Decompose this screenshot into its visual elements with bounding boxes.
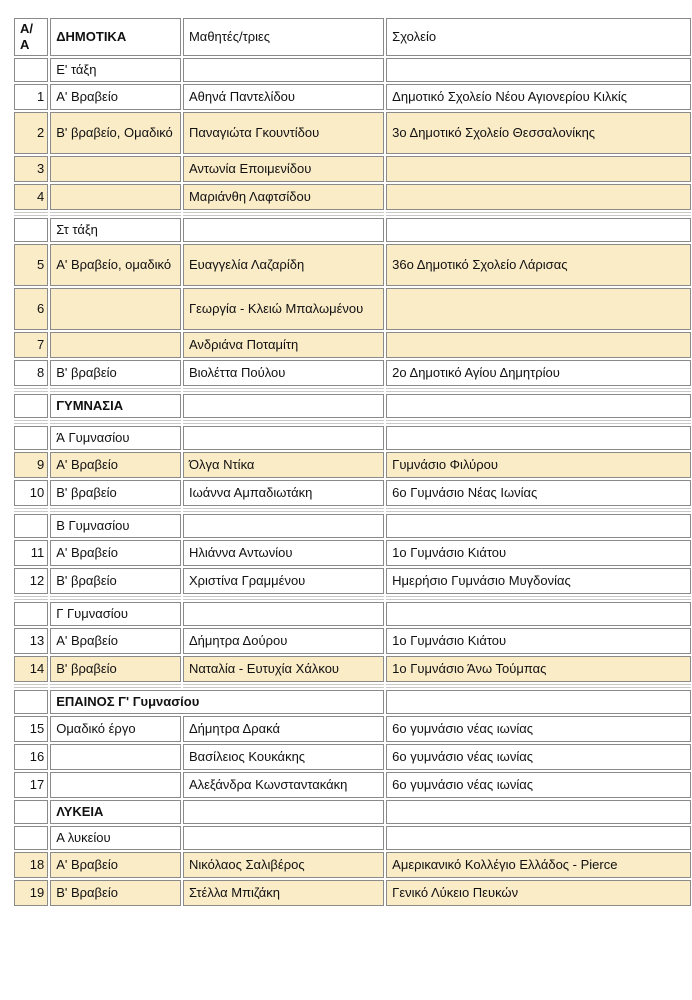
table-row xyxy=(14,568,691,594)
awards-table xyxy=(12,16,692,908)
gap-cell xyxy=(14,388,48,392)
gap-cell xyxy=(50,388,181,392)
student-cell: Ιωάννα Αμπαδιωτάκη xyxy=(183,480,384,506)
row-gap xyxy=(14,508,691,512)
school-cell: 6ο Γυμνάσιο Νέας Ιωνίας xyxy=(386,480,691,506)
table-row xyxy=(14,452,691,478)
award-cell: Β' βραβείο xyxy=(50,656,181,682)
award-cell: Α' Βραβείο xyxy=(50,452,181,478)
header-category: ΔΗΜΟΤΙΚΑ xyxy=(50,18,181,56)
table-row xyxy=(14,332,691,358)
school-cell: 6ο γυμνάσιο νέας ιωνίας xyxy=(386,744,691,770)
gap-cell xyxy=(386,420,691,424)
school-cell: Δημοτικό Σχολείο Νέου Αγιονερίου Κιλκίς xyxy=(386,84,691,110)
school-cell: Γενικό Λύκειο Πευκών xyxy=(386,880,691,906)
empty-cell xyxy=(14,800,48,824)
school-cell: 6ο γυμνάσιο νέας ιωνίας xyxy=(386,716,691,742)
school-cell: 1ο Γυμνάσιο Κιάτου xyxy=(386,540,691,566)
header-students: Μαθητές/τριες xyxy=(183,18,384,56)
gap-cell xyxy=(14,508,48,512)
award-cell xyxy=(50,184,181,210)
student-cell: Ευαγγελία Λαζαρίδη xyxy=(183,244,384,286)
school-cell: Αμερικανικό Κολλέγιο Ελλάδος - Pierce xyxy=(386,852,691,878)
empty-cell xyxy=(14,602,48,626)
gap-cell xyxy=(50,420,181,424)
row-number: 17 xyxy=(14,772,48,798)
section-row xyxy=(14,690,691,714)
student-cell: Βιολέττα Πούλου xyxy=(183,360,384,386)
empty-cell xyxy=(386,602,691,626)
table-row xyxy=(14,184,691,210)
row-gap xyxy=(14,388,691,392)
table-row xyxy=(14,852,691,878)
school-cell: 6ο γυμνάσιο νέας ιωνίας xyxy=(386,772,691,798)
student-cell: Αλεξάνδρα Κωνσταντακάκη xyxy=(183,772,384,798)
student-cell: Νικόλαος Σαλιβέρος xyxy=(183,852,384,878)
row-gap xyxy=(14,684,691,688)
empty-cell xyxy=(183,800,384,824)
empty-cell xyxy=(183,602,384,626)
school-cell xyxy=(386,184,691,210)
school-cell: 1ο Γυμνάσιο Άνω Τούμπας xyxy=(386,656,691,682)
empty-cell xyxy=(386,218,691,242)
table-row xyxy=(14,112,691,154)
student-cell: Όλγα Ντίκα xyxy=(183,452,384,478)
row-number: 4 xyxy=(14,184,48,210)
row-number: 14 xyxy=(14,656,48,682)
school-cell: 1ο Γυμνάσιο Κιάτου xyxy=(386,628,691,654)
row-number: 1 xyxy=(14,84,48,110)
row-number: 19 xyxy=(14,880,48,906)
header-aa: Α/Α xyxy=(14,18,48,56)
row-number: 18 xyxy=(14,852,48,878)
table-body xyxy=(14,58,691,906)
award-cell: Α' Βραβείο xyxy=(50,540,181,566)
row-gap xyxy=(14,596,691,600)
table-row xyxy=(14,716,691,742)
empty-cell xyxy=(14,514,48,538)
student-cell: Βασίλειος Κουκάκης xyxy=(183,744,384,770)
row-number: 3 xyxy=(14,156,48,182)
award-cell xyxy=(50,156,181,182)
row-number: 6 xyxy=(14,288,48,330)
gap-cell xyxy=(50,212,181,216)
award-cell: Α' Βραβείο xyxy=(50,84,181,110)
award-cell xyxy=(50,332,181,358)
award-cell: Β' βραβείο xyxy=(50,360,181,386)
header-row xyxy=(14,18,691,56)
section-row xyxy=(14,394,691,418)
empty-cell xyxy=(14,426,48,450)
gap-cell xyxy=(50,596,181,600)
gap-cell xyxy=(50,684,181,688)
gap-cell xyxy=(14,420,48,424)
empty-cell xyxy=(386,394,691,418)
table-row xyxy=(14,628,691,654)
row-number: 2 xyxy=(14,112,48,154)
empty-cell xyxy=(14,690,48,714)
subsection-label: Γ Γυμνασίου xyxy=(50,602,181,626)
award-cell xyxy=(50,744,181,770)
gap-cell xyxy=(183,596,384,600)
school-cell xyxy=(386,332,691,358)
table-row xyxy=(14,288,691,330)
subsection-label: Ά Γυμνασίου xyxy=(50,426,181,450)
section-label: ΓΥΜΝΑΣΙΑ xyxy=(50,394,181,418)
student-cell: Δήμητρα Δούρου xyxy=(183,628,384,654)
student-cell: Ανδριάνα Ποταμίτη xyxy=(183,332,384,358)
empty-cell xyxy=(14,826,48,850)
row-number: 11 xyxy=(14,540,48,566)
gap-cell xyxy=(183,684,384,688)
header-school: Σχολείο xyxy=(386,18,691,56)
school-cell: Γυμνάσιο Φιλύρου xyxy=(386,452,691,478)
subsection-row xyxy=(14,826,691,850)
gap-cell xyxy=(183,420,384,424)
section-row xyxy=(14,800,691,824)
gap-cell xyxy=(183,388,384,392)
student-cell: Ναταλία - Ευτυχία Χάλκου xyxy=(183,656,384,682)
school-cell: 36ο Δημοτικό Σχολείο Λάρισας xyxy=(386,244,691,286)
subsection-row xyxy=(14,58,691,82)
empty-cell xyxy=(14,58,48,82)
subsection-row xyxy=(14,426,691,450)
table-row xyxy=(14,156,691,182)
award-cell: Ομαδικό έργο xyxy=(50,716,181,742)
empty-cell xyxy=(183,514,384,538)
row-number: 16 xyxy=(14,744,48,770)
empty-cell xyxy=(386,690,691,714)
award-cell: Β' βραβείο, Ομαδικό xyxy=(50,112,181,154)
gap-cell xyxy=(386,596,691,600)
row-number: 8 xyxy=(14,360,48,386)
gap-cell xyxy=(14,212,48,216)
subsection-label: Β Γυμνασίου xyxy=(50,514,181,538)
subsection-label: Στ τάξη xyxy=(50,218,181,242)
row-number: 5 xyxy=(14,244,48,286)
subsection-row xyxy=(14,514,691,538)
table-row xyxy=(14,656,691,682)
subsection-row xyxy=(14,218,691,242)
table-row xyxy=(14,84,691,110)
subsection-label: Α λυκείου xyxy=(50,826,181,850)
empty-cell xyxy=(14,394,48,418)
table-row xyxy=(14,244,691,286)
subsection-label: Ε' τάξη xyxy=(50,58,181,82)
empty-cell xyxy=(386,58,691,82)
table-row xyxy=(14,360,691,386)
student-cell: Παναγιώτα Γκουντίδου xyxy=(183,112,384,154)
empty-cell xyxy=(183,394,384,418)
row-number: 12 xyxy=(14,568,48,594)
row-gap xyxy=(14,420,691,424)
row-number: 13 xyxy=(14,628,48,654)
gap-cell xyxy=(386,684,691,688)
gap-cell xyxy=(14,596,48,600)
table-row xyxy=(14,880,691,906)
student-cell: Αντωνία Εποιμενίδου xyxy=(183,156,384,182)
empty-cell xyxy=(183,58,384,82)
row-number: 7 xyxy=(14,332,48,358)
award-cell xyxy=(50,772,181,798)
school-cell: 3ο Δημοτικό Σχολείο Θεσσαλονίκης xyxy=(386,112,691,154)
award-cell xyxy=(50,288,181,330)
student-cell: Αθηνά Παντελίδου xyxy=(183,84,384,110)
row-number: 15 xyxy=(14,716,48,742)
empty-cell xyxy=(183,826,384,850)
gap-cell xyxy=(386,388,691,392)
awards-table-sheet xyxy=(12,16,692,908)
gap-cell xyxy=(14,684,48,688)
empty-cell xyxy=(386,826,691,850)
empty-cell xyxy=(386,800,691,824)
gap-cell xyxy=(50,508,181,512)
award-cell: Β' βραβείο xyxy=(50,568,181,594)
award-cell: Α' Βραβείο xyxy=(50,628,181,654)
gap-cell xyxy=(386,508,691,512)
gap-cell xyxy=(183,212,384,216)
student-cell: Στέλλα Μπιζάκη xyxy=(183,880,384,906)
school-cell xyxy=(386,288,691,330)
school-cell: 2ο Δημοτικό Αγίου Δημητρίου xyxy=(386,360,691,386)
award-cell: Β' βραβείο xyxy=(50,480,181,506)
table-row xyxy=(14,772,691,798)
student-cell: Ηλιάννα Αντωνίου xyxy=(183,540,384,566)
student-cell: Δήμητρα Δρακά xyxy=(183,716,384,742)
student-cell: Γεωργία - Κλειώ Μπαλωμένου xyxy=(183,288,384,330)
table-row xyxy=(14,744,691,770)
empty-cell xyxy=(183,426,384,450)
award-cell: Β' Βραβείο xyxy=(50,880,181,906)
table-row xyxy=(14,480,691,506)
table-row xyxy=(14,540,691,566)
row-number: 9 xyxy=(14,452,48,478)
empty-cell xyxy=(386,426,691,450)
empty-cell xyxy=(386,514,691,538)
section-label: ΕΠΑΙΝΟΣ Γ' Γυμνασίου xyxy=(50,690,384,714)
empty-cell xyxy=(183,218,384,242)
gap-cell xyxy=(386,212,691,216)
student-cell: Μαριάνθη Λαφτσίδου xyxy=(183,184,384,210)
award-cell: Α' Βραβείο, ομαδικό xyxy=(50,244,181,286)
student-cell: Χριστίνα Γραμμένου xyxy=(183,568,384,594)
award-cell: Α' Βραβείο xyxy=(50,852,181,878)
school-cell xyxy=(386,156,691,182)
row-gap xyxy=(14,212,691,216)
gap-cell xyxy=(183,508,384,512)
subsection-row xyxy=(14,602,691,626)
empty-cell xyxy=(14,218,48,242)
row-number: 10 xyxy=(14,480,48,506)
section-label: ΛΥΚΕΙΑ xyxy=(50,800,181,824)
school-cell: Ημερήσιο Γυμνάσιο Μυγδονίας xyxy=(386,568,691,594)
